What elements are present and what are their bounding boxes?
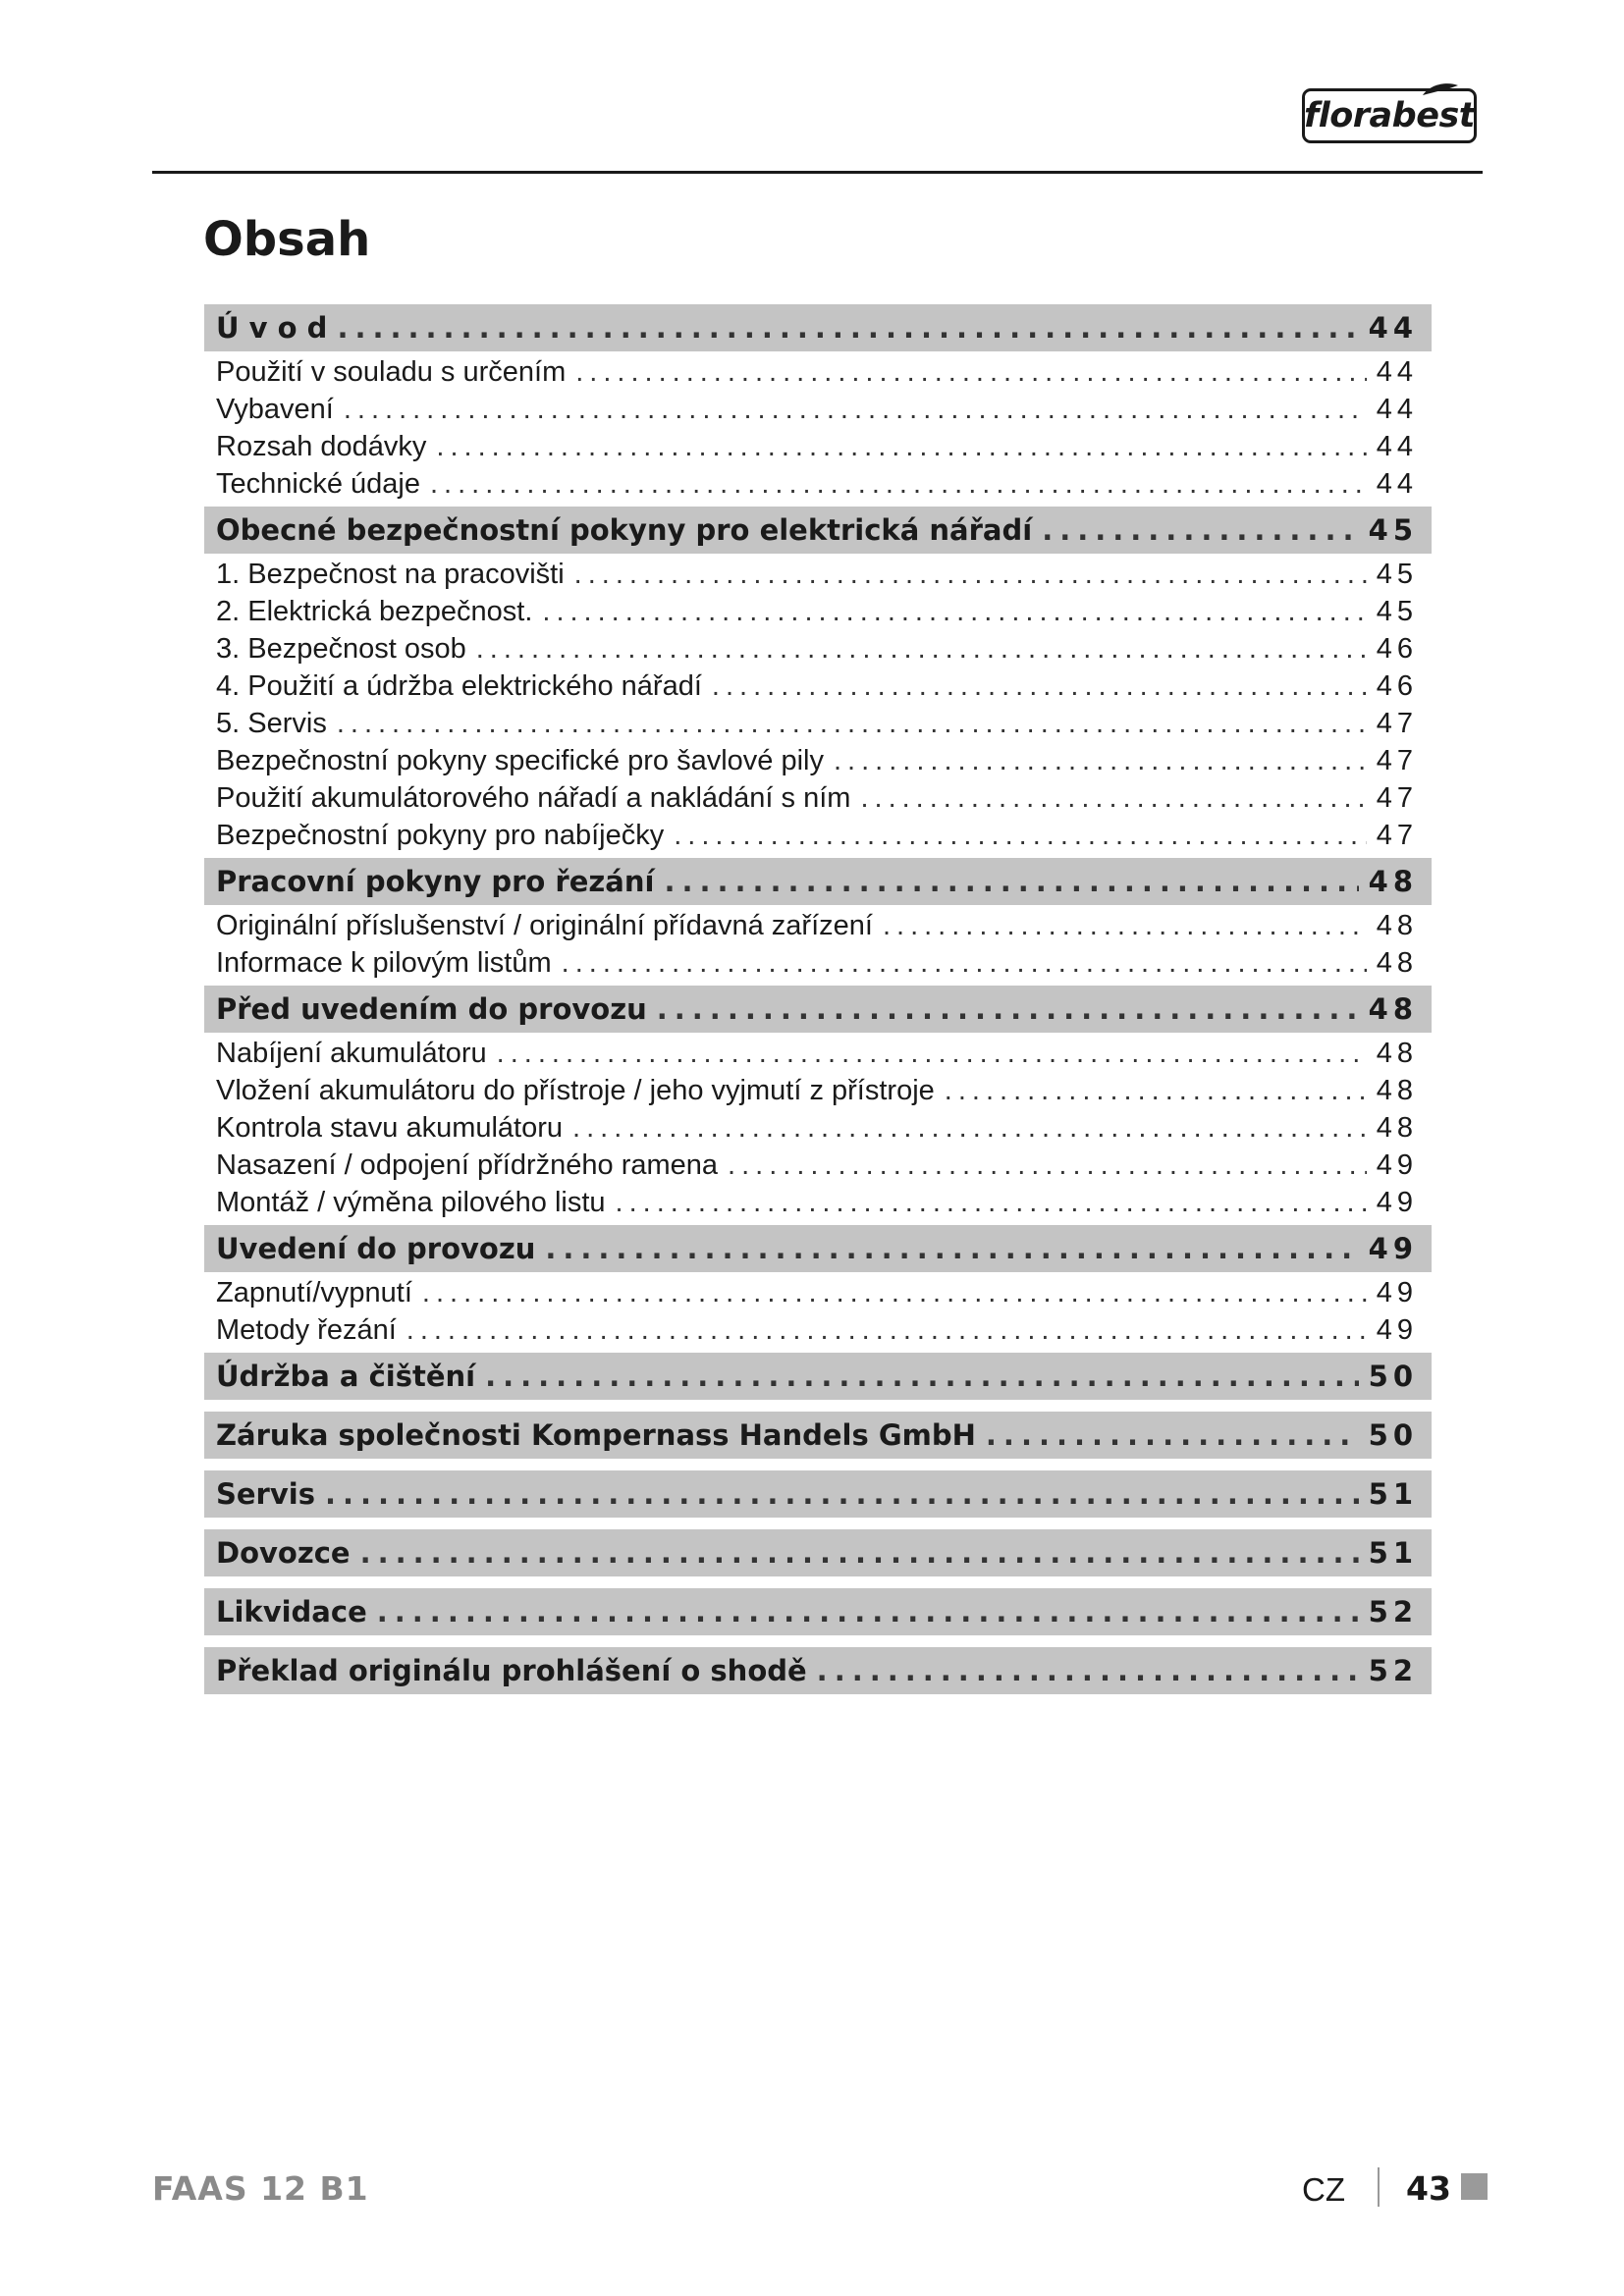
toc-item[interactable] xyxy=(204,944,1432,982)
dot-leader xyxy=(674,820,1367,852)
toc-item[interactable] xyxy=(204,1311,1432,1349)
dot-leader xyxy=(1042,513,1358,547)
toc-entry-label: 2. Elektrická bezpečnost. xyxy=(216,595,533,627)
dot-leader xyxy=(476,633,1367,666)
toc-entry-page: 52 xyxy=(1368,1595,1418,1629)
toc-entry-page: 47 xyxy=(1376,744,1418,776)
dot-leader xyxy=(542,596,1366,628)
toc-entry-page: 49 xyxy=(1376,1148,1418,1181)
toc-entry-page: 49 xyxy=(1368,1232,1418,1265)
toc-entry-label: Nasazení / odpojení přídržného ramena xyxy=(216,1148,719,1181)
toc-item[interactable] xyxy=(204,1035,1432,1072)
toc-section[interactable] xyxy=(204,1588,1432,1635)
toc-section[interactable] xyxy=(204,1529,1432,1576)
toc-entry-label: Zapnutí/vypnutí xyxy=(216,1276,412,1308)
toc-entry-label: 4. Použití a údržba elektrického nářadí xyxy=(216,669,702,702)
toc-entry-page: 44 xyxy=(1376,467,1418,500)
toc-entry-label: Překlad originálu prohlášení o shodě xyxy=(216,1654,807,1687)
toc-entry-page: 49 xyxy=(1376,1186,1418,1218)
toc-entry-label: Nabíjení akumulátoru xyxy=(216,1037,487,1069)
toc-item[interactable] xyxy=(204,465,1432,503)
toc-entry-page: 47 xyxy=(1376,781,1418,814)
toc-entry-label: 1. Bezpečnost na pracovišti xyxy=(216,558,565,590)
footer-square-marker xyxy=(1461,2173,1488,2200)
toc-entry-page: 48 xyxy=(1376,909,1418,941)
toc-entry-page: 48 xyxy=(1376,1111,1418,1144)
toc-entry-page: 45 xyxy=(1376,558,1418,590)
dot-leader xyxy=(430,468,1367,501)
toc-entry-page: 46 xyxy=(1376,632,1418,665)
dot-leader xyxy=(728,1149,1367,1182)
toc-item[interactable] xyxy=(204,593,1432,630)
toc-entry-label: Použití akumulátorového nářadí a nakládání s ním xyxy=(216,781,851,814)
dot-leader xyxy=(422,1277,1367,1309)
dot-leader xyxy=(986,1418,1359,1452)
toc-item[interactable] xyxy=(204,1184,1432,1221)
toc-section[interactable] xyxy=(204,986,1432,1033)
toc-item[interactable] xyxy=(204,667,1432,705)
toc-item[interactable] xyxy=(204,1274,1432,1311)
toc-item[interactable] xyxy=(204,817,1432,854)
dot-leader xyxy=(545,1232,1358,1265)
toc-entry-page: 48 xyxy=(1368,865,1418,898)
toc-entry-page: 44 xyxy=(1376,393,1418,425)
dot-leader xyxy=(344,394,1367,426)
toc-section[interactable] xyxy=(204,1647,1432,1694)
toc-entry-page: 48 xyxy=(1376,946,1418,979)
toc-entry-label: Metody řezání xyxy=(216,1313,397,1346)
toc-entry-page: 46 xyxy=(1376,669,1418,702)
dot-leader xyxy=(436,431,1366,463)
toc-entry-page: 44 xyxy=(1376,355,1418,388)
toc-item[interactable] xyxy=(204,391,1432,428)
toc-entry-page: 47 xyxy=(1376,819,1418,851)
dot-leader xyxy=(360,1536,1359,1570)
toc-entry-label: Rozsah dodávky xyxy=(216,430,427,462)
toc-item[interactable] xyxy=(204,907,1432,944)
dot-leader xyxy=(712,670,1367,703)
toc-entry-label: Ú v o d xyxy=(216,311,328,345)
toc-entry-label: Servis xyxy=(216,1477,315,1511)
dot-leader xyxy=(616,1187,1367,1219)
toc-entry-page: 49 xyxy=(1376,1276,1418,1308)
toc-entry-label: Originální příslušenství / originální přídavná zařízení xyxy=(216,909,873,941)
toc-item[interactable] xyxy=(204,1109,1432,1147)
footer-page-number: 43 xyxy=(1406,2169,1451,2208)
toc-entry-label: Kontrola stavu akumulátoru xyxy=(216,1111,564,1144)
florabest-logo xyxy=(1302,88,1477,143)
toc-section[interactable] xyxy=(204,1412,1432,1459)
dot-leader xyxy=(497,1038,1367,1070)
toc-entry-page: 52 xyxy=(1368,1654,1418,1687)
footer-language: CZ xyxy=(1302,2171,1345,2208)
toc-entry-label: Vložení akumulátoru do přístroje / jeho vyjmutí z přístroje xyxy=(216,1074,935,1106)
toc-entry-label: Vybavení xyxy=(216,393,334,425)
toc-entry-label: Pracovní pokyny pro řezání xyxy=(216,865,655,898)
dot-leader xyxy=(337,708,1367,740)
dot-leader xyxy=(575,356,1367,389)
toc-entry-label: Bezpečnostní pokyny specifické pro šavlové pily xyxy=(216,744,824,776)
toc-entry-page: 45 xyxy=(1376,595,1418,627)
dot-leader xyxy=(377,1595,1359,1629)
toc-section[interactable] xyxy=(204,304,1432,351)
toc-item[interactable] xyxy=(204,630,1432,667)
toc-entry-page: 45 xyxy=(1368,513,1418,547)
toc-entry-label: Montáž / výměna pilového listu xyxy=(216,1186,606,1218)
toc-entry-label: Použití v souladu s určením xyxy=(216,355,567,388)
dot-leader xyxy=(406,1314,1367,1347)
dot-leader xyxy=(574,559,1367,591)
dot-leader xyxy=(562,947,1367,980)
toc-entry-label: Údržba a čištění xyxy=(216,1360,476,1393)
toc-section[interactable] xyxy=(204,1225,1432,1272)
toc-entry-page: 48 xyxy=(1376,1037,1418,1069)
toc-entry-label: Záruka společnosti Kompernass Handels GmbH xyxy=(216,1418,976,1452)
toc-entry-page: 44 xyxy=(1368,311,1418,345)
toc-item[interactable] xyxy=(204,1072,1432,1109)
toc-entry-page: 51 xyxy=(1368,1477,1418,1511)
toc-item[interactable] xyxy=(204,353,1432,391)
toc-entry-page: 50 xyxy=(1368,1418,1418,1452)
toc-item[interactable] xyxy=(204,779,1432,817)
dot-leader xyxy=(817,1654,1359,1687)
dot-leader xyxy=(325,1477,1359,1511)
dot-leader xyxy=(664,865,1358,898)
toc-item[interactable] xyxy=(204,428,1432,465)
toc-entry-page: 50 xyxy=(1368,1360,1418,1393)
toc-item[interactable] xyxy=(204,742,1432,779)
toc-entry-page: 49 xyxy=(1376,1313,1418,1346)
toc-entry-label: 5. Servis xyxy=(216,707,327,739)
toc-item[interactable] xyxy=(204,556,1432,593)
toc-item[interactable] xyxy=(204,1147,1432,1184)
toc-entry-label: Před uvedením do provozu xyxy=(216,992,647,1026)
leaf-icon xyxy=(1421,81,1460,97)
dot-leader xyxy=(337,311,1358,345)
dot-leader xyxy=(945,1075,1367,1107)
toc-entry-label: Uvedení do provozu xyxy=(216,1232,536,1265)
table-of-contents xyxy=(204,304,1432,1694)
page-title: Obsah xyxy=(203,212,371,267)
toc-entry-page: 48 xyxy=(1376,1074,1418,1106)
toc-entry-label: 3. Bezpečnost osob xyxy=(216,632,466,665)
toc-section[interactable] xyxy=(204,858,1432,905)
toc-entry-label: Informace k pilovým listům xyxy=(216,946,552,979)
toc-entry-label: Technické údaje xyxy=(216,467,420,500)
toc-section[interactable] xyxy=(204,507,1432,554)
toc-entry-page: 48 xyxy=(1368,992,1418,1026)
dot-leader xyxy=(883,910,1367,942)
footer-model: FAAS 12 B1 xyxy=(152,2169,369,2208)
dot-leader xyxy=(657,992,1359,1026)
logo-text: florabest xyxy=(1304,96,1476,135)
toc-item[interactable] xyxy=(204,705,1432,742)
toc-section[interactable] xyxy=(204,1353,1432,1400)
header-rule xyxy=(152,171,1483,174)
dot-leader xyxy=(572,1112,1367,1145)
dot-leader xyxy=(860,782,1366,815)
toc-entry-page: 47 xyxy=(1376,707,1418,739)
toc-entry-label: Obecné bezpečnostní pokyny pro elektrická nářadí xyxy=(216,513,1033,547)
footer-separator xyxy=(1378,2167,1380,2207)
toc-entry-label: Bezpečnostní pokyny pro nabíječky xyxy=(216,819,665,851)
dot-leader xyxy=(834,745,1367,777)
dot-leader xyxy=(485,1360,1359,1393)
toc-entry-page: 44 xyxy=(1376,430,1418,462)
toc-section[interactable] xyxy=(204,1470,1432,1518)
toc-entry-label: Likvidace xyxy=(216,1595,367,1629)
toc-entry-label: Dovozce xyxy=(216,1536,351,1570)
toc-entry-page: 51 xyxy=(1368,1536,1418,1570)
